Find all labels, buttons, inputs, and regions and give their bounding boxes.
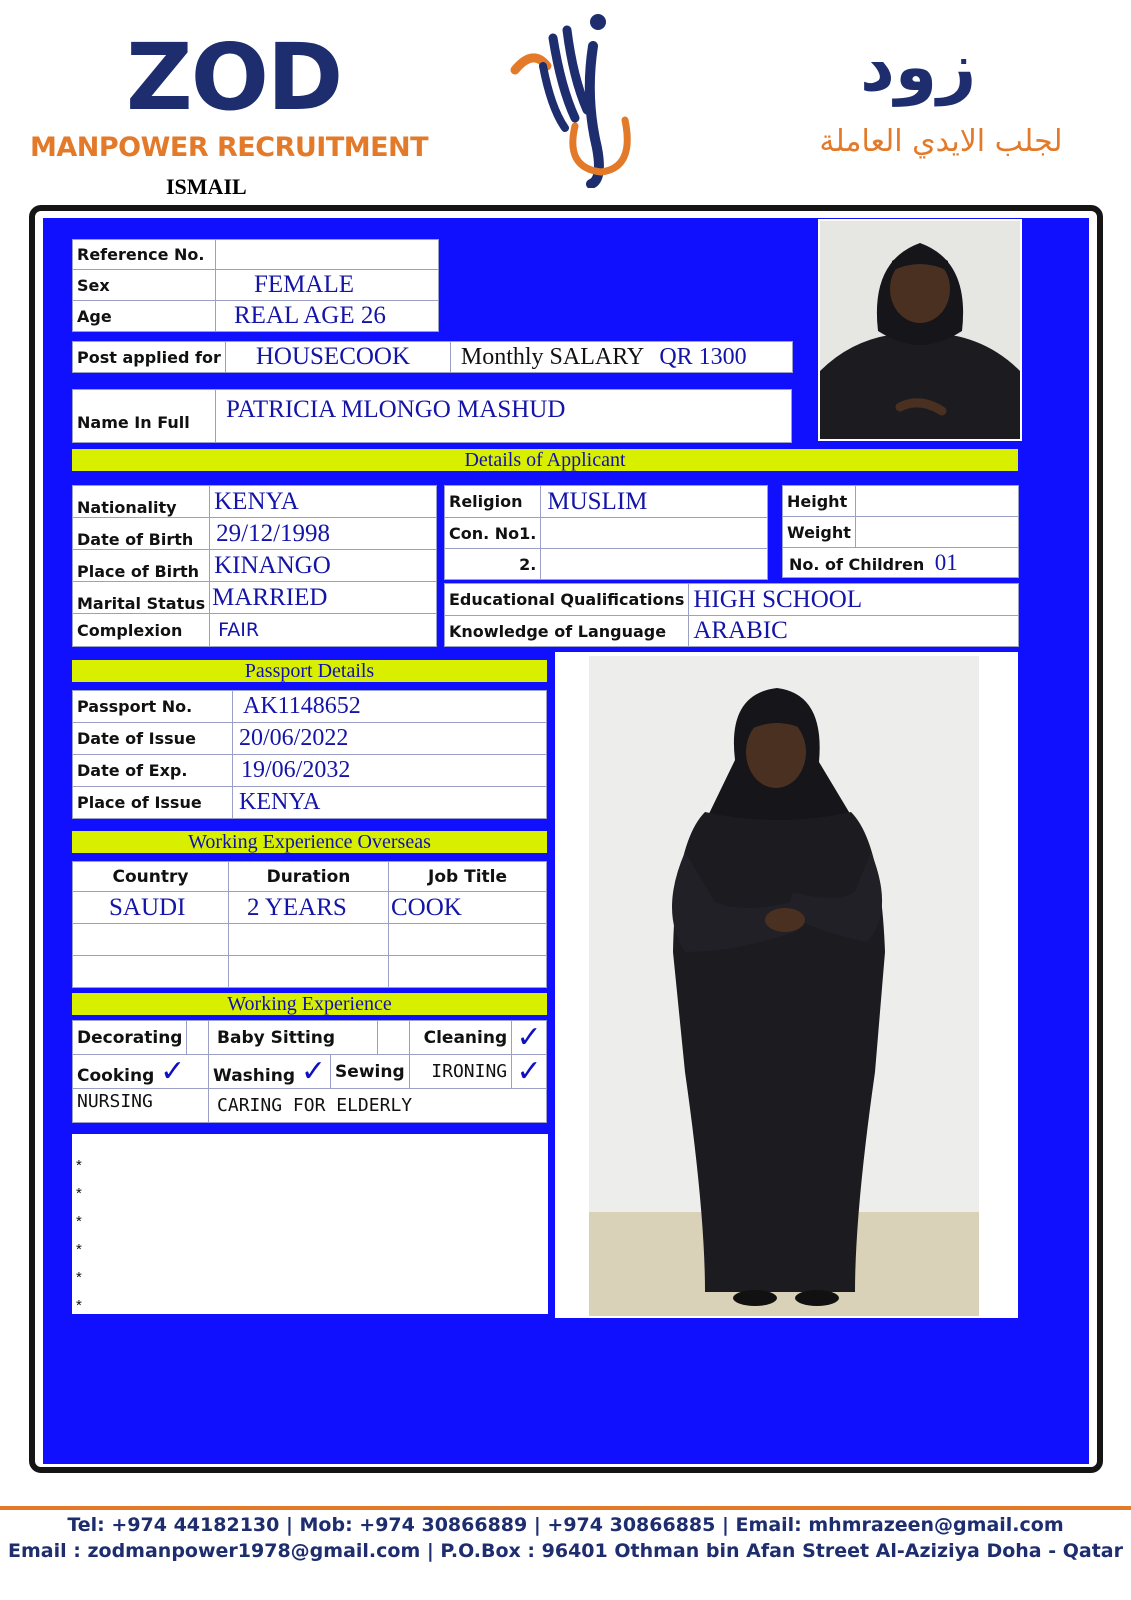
col-duration: Duration [229, 862, 389, 892]
issue-place-label: Place of Issue [73, 787, 233, 819]
notes-box [72, 1134, 548, 1314]
language-value: ARABIC [689, 616, 1019, 647]
notes-bullet: * [76, 1269, 82, 1286]
religion-label: Religion [445, 486, 541, 518]
salary-label: Monthly SALARY [460, 343, 644, 370]
pob-label: Place of Birth [73, 550, 210, 582]
post-value: HOUSECOOK [225, 342, 450, 373]
complexion-label: Complexion [73, 614, 210, 647]
footer-address-line: Email : zodmanpower1978@gmail.com | P.O.Box : 96401 Othman bin Afan Street Al-Aziziya Doha - Qatar [8, 1540, 1123, 1562]
skill-decorating: Decorating [73, 1021, 187, 1055]
experience-table [72, 1020, 547, 1123]
details-section-bar: Details of Applicant [72, 449, 1018, 471]
dob-label: Date of Birth [73, 518, 210, 550]
brand-logo-text: ZOD [126, 24, 342, 131]
nationality-value: KENYA [210, 486, 437, 518]
check-mark-icon: ✓ [516, 1020, 542, 1055]
skill-sewing: Sewing [331, 1055, 410, 1089]
name-label: Name In Full [73, 390, 216, 443]
age-label: Age [73, 301, 216, 332]
post-label: Post applied for [73, 342, 226, 373]
details-left-table [72, 485, 437, 647]
religion-value: MUSLIM [541, 486, 768, 518]
reference-value [216, 240, 439, 270]
skill-baby-sitting: Baby Sitting [209, 1021, 378, 1055]
issue-date-label: Date of Issue [73, 723, 233, 755]
notes-bullet: * [76, 1185, 82, 1202]
height-label: Height [783, 486, 856, 517]
complexion-value: FAIR [210, 614, 437, 647]
sex-value: FEMALE [216, 270, 439, 301]
sex-label: Sex [73, 270, 216, 301]
passport-number-label: Passport No. [73, 691, 233, 723]
details-right-table [782, 485, 1019, 578]
skill-elderly-care: CARING FOR ELDERLY [209, 1089, 547, 1123]
education-table [444, 583, 1019, 647]
skill-cleaning: Cleaning [409, 1021, 512, 1055]
experience-section-bar: Working Experience [72, 993, 547, 1015]
col-job-title: Job Title [389, 862, 547, 892]
passport-table [72, 690, 547, 819]
full-body-photo [555, 652, 1018, 1318]
post-table [72, 341, 793, 373]
details-middle-table [444, 485, 768, 580]
name-value: PATRICIA MLONGO MASHUD [216, 390, 792, 443]
dob-value: 29/12/1998 [210, 518, 437, 550]
children-value: 01 [934, 549, 958, 575]
personal-table [72, 239, 439, 332]
pob-value: KINANGO [210, 550, 437, 582]
skill-baby-sitting-check [377, 1021, 409, 1055]
passport-section-bar: Passport Details [72, 660, 547, 682]
issue-date-value: 20/06/2022 [233, 723, 547, 755]
overseas-table [72, 861, 547, 988]
children-label: No. of Children [789, 554, 925, 574]
agent-name: ISMAIL [166, 174, 247, 199]
skill-ironing: IRONING [409, 1055, 512, 1089]
skill-washing: Washing [213, 1065, 295, 1086]
name-table [72, 389, 792, 443]
overseas-country: SAUDI [73, 892, 229, 924]
salary-value: QR 1300 [659, 343, 747, 370]
exp-date-label: Date of Exp. [73, 755, 233, 787]
passport-number-value: AK1148652 [233, 691, 547, 723]
check-mark-icon: ✓ [160, 1054, 186, 1089]
nationality-label: Nationality [73, 486, 210, 518]
con1-label: Con. No1. [445, 518, 541, 549]
skill-decorating-check [187, 1021, 209, 1055]
brand-subtitle: MANPOWER RECRUITMENT [30, 132, 429, 163]
reference-label: Reference No. [73, 240, 216, 270]
education-value: HIGH SCHOOL [689, 584, 1019, 616]
con1-value [541, 518, 768, 549]
company-emblem [505, 8, 665, 188]
age-value: REAL AGE 26 [216, 301, 439, 332]
marital-value: MARRIED [210, 582, 437, 614]
overseas-duration: 2 YEARS [229, 892, 389, 924]
arabic-subtitle: لجلب الايدي العاملة [819, 124, 1063, 159]
skill-cooking: Cooking [77, 1065, 155, 1086]
marital-label: Marital Status [73, 582, 210, 614]
col-country: Country [73, 862, 229, 892]
overseas-job: COOK [389, 892, 547, 924]
arabic-brand: زود [860, 28, 977, 107]
height-value [855, 486, 1018, 517]
portrait-photo [818, 219, 1022, 441]
language-label: Knowledge of Language [445, 616, 689, 647]
notes-bullet: * [76, 1241, 82, 1258]
weight-value [855, 517, 1018, 548]
exp-date-value: 19/06/2032 [233, 755, 547, 787]
issue-place-value: KENYA [233, 787, 547, 819]
skill-nursing: NURSING [73, 1089, 209, 1123]
weight-label: Weight [783, 517, 856, 548]
con2-value [541, 549, 768, 580]
table-row [73, 956, 547, 988]
overseas-section-bar: Working Experience Overseas [72, 831, 547, 853]
con2-label: 2. [445, 549, 541, 580]
check-mark-icon: ✓ [300, 1054, 327, 1089]
check-mark-icon: ✓ [516, 1054, 542, 1089]
notes-bullet: * [76, 1297, 82, 1314]
footer-divider [0, 1506, 1131, 1510]
table-row [73, 892, 547, 924]
notes-bullet: * [76, 1213, 82, 1230]
table-row [73, 924, 547, 956]
notes-bullet: * [76, 1157, 82, 1174]
education-label: Educational Qualifications [445, 584, 689, 616]
footer-contact-line: Tel: +974 44182130 | Mob: +974 30866889 | +974 30866885 | Email: mhmrazeen@gmail.com [67, 1514, 1064, 1536]
